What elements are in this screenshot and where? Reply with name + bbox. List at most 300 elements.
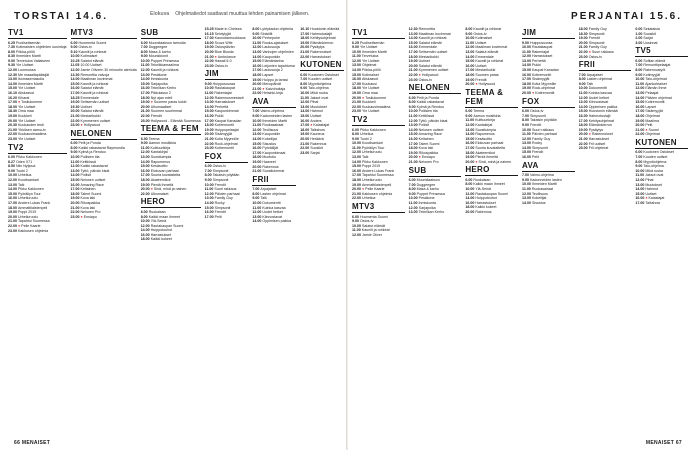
program-time: 21.00 [300, 141, 311, 146]
program-title: Pelit [532, 155, 540, 160]
program-time: 20.00 [252, 82, 263, 87]
program-time: 6.00 [300, 72, 309, 77]
program-title: Poliisien tila [418, 109, 438, 114]
program-title: Muumilaakson [416, 178, 440, 183]
schedule-columns [8, 27, 344, 436]
program-title: Yle Uutiset [18, 118, 36, 123]
program-listing [409, 78, 462, 83]
program-time: 20.00 [408, 63, 419, 68]
program-title: Pikku Kakkonen [16, 155, 42, 160]
program-title: Elämäntarina [262, 59, 284, 64]
program-title: Simpsonit [588, 40, 605, 45]
program-title: Sekalaisia [643, 27, 660, 31]
program-listing [8, 137, 67, 142]
program-title: Laulusuoja [262, 45, 280, 50]
program-title: Kauniit ja rohkeat [473, 27, 502, 31]
program-title: Kantakirjat [150, 150, 168, 155]
program-time: 6.00 [408, 178, 417, 183]
program-time: 7.30 [8, 45, 16, 50]
program-time: 19.00 [635, 118, 646, 123]
program-time: 10.00 [352, 141, 362, 146]
program-title: Kaupunkiin [262, 54, 281, 59]
program-time: 21.00 [408, 68, 419, 73]
program-title: Scuzz Wife [214, 40, 233, 45]
program-time: 14.00 [70, 77, 81, 82]
schedule-column [409, 27, 462, 436]
program-time: 23.00 [408, 77, 419, 82]
program-title: Ohjelmat [362, 63, 377, 68]
channel-heading: FOX [205, 152, 249, 163]
program-time: 12.00 [8, 178, 18, 183]
program-time: 22.00 [204, 141, 215, 146]
program-title: Nelonen Pro [418, 159, 439, 164]
program-time: 16.00 [8, 196, 18, 201]
program-time: 17.00 [635, 109, 646, 114]
program-time: 19.30 [70, 104, 81, 109]
program-time: 17.00 [352, 81, 362, 86]
program-time: 11.00 [70, 159, 81, 164]
program-title: Suuri rakkaus [532, 127, 554, 132]
program-title: Dokumentti [588, 86, 607, 91]
program-time: 15.00 [408, 132, 419, 137]
program-time: 8.00 [522, 118, 531, 123]
program-title: Muotoilu [262, 155, 277, 160]
program-title: Masa & karhu [148, 49, 171, 54]
program-listing [465, 82, 518, 87]
program-time: 12.00 [70, 164, 81, 169]
program-title: Frendit [588, 36, 600, 41]
program-title: Ruokasairaat [531, 186, 553, 191]
program-title: Salatut elämät [80, 109, 104, 114]
program-time: 14.00 [252, 136, 263, 141]
program-title: Oden X71 [16, 159, 33, 164]
program-title: Ostos-tv [530, 109, 544, 114]
program-title: Rakennustyöt [643, 68, 666, 73]
program-time: 16.10 [8, 91, 18, 96]
program-title: Yle Uutiset [18, 86, 36, 91]
program-title: Tuubi 2 [360, 136, 372, 141]
program-title: Talk [18, 182, 25, 187]
program-title: Puoliseitsemän [16, 40, 41, 45]
program-time: 16.00 [140, 168, 151, 173]
program-time: 8.00 [352, 132, 360, 137]
program-time: 15.00 [300, 114, 311, 118]
program-time: 14.00 [140, 77, 151, 82]
program-time: 15.00 [140, 81, 151, 86]
program-title: Pysäytys [588, 127, 604, 132]
program-title: Ruokaisan [148, 209, 166, 214]
program-time: 15.00 [352, 164, 362, 169]
program-title: Anders [310, 118, 322, 123]
program-time: 7.00 [204, 168, 213, 173]
program-title: Ajankohtaiset [645, 81, 667, 86]
program-title: Pelit [645, 123, 653, 128]
channel-heading: KUTONEN [635, 138, 688, 149]
program-time: 10.00 [204, 182, 215, 187]
program-time: 18.00 [408, 54, 419, 59]
channel-heading: MTV3 [352, 202, 405, 213]
program-title: Kehitysohjelmat [310, 36, 336, 41]
program-time: 12.00 [204, 95, 215, 100]
program-time: 10.00 [408, 109, 419, 114]
program-title: Mikä ruoka [310, 91, 328, 96]
program-title: Kauniit ja rohkeat [150, 68, 179, 73]
program-title: Takaisin pöytään [212, 173, 240, 178]
program-title: Pieniä ihmeitä [475, 155, 498, 160]
program-time: 14.00 [522, 63, 533, 68]
program-title: Teollisuus [532, 191, 548, 196]
program-time: 13.00 [252, 132, 263, 137]
program-time: 11.00 [578, 91, 589, 96]
program-time: 16.20 [8, 95, 18, 100]
program-title: Sinisiilit [260, 31, 273, 36]
program-title: Helsinki-kirja [262, 91, 283, 96]
program-title: Ulkomaiset [150, 191, 169, 196]
program-title: Nelosen uutiset [80, 178, 106, 183]
program-title: Lyhtykadun ohjelmia [260, 27, 294, 31]
program-title: Kaikki rakastavat Raymondia [78, 145, 125, 150]
program-time: 20.00 [635, 123, 646, 128]
program-time: 12.00 [522, 191, 533, 196]
program-title: Talk [362, 155, 369, 160]
program-title: Rautakaupat [214, 86, 236, 91]
program-listing [252, 219, 296, 224]
film-marker: ● [588, 49, 592, 54]
program-time: 13.00 [635, 91, 646, 96]
program-time: 6.00 [635, 58, 644, 63]
program-time: 9.00 [204, 81, 213, 86]
program-title: Tervetuloa [361, 54, 379, 59]
program-time: 8.00 [635, 68, 644, 73]
program-title: Frendit [214, 210, 226, 215]
program-time: 21.00 [8, 127, 18, 132]
program-title: Pelle Kaarle [365, 187, 385, 192]
program-time: 23.00 [70, 123, 81, 128]
program-time: 17.00 [252, 150, 263, 155]
program-time: 18.00 [408, 146, 419, 151]
program-time: 20.00 [8, 214, 18, 219]
program-time: 18.00 [300, 127, 311, 132]
program-time: 7.00 [252, 187, 261, 192]
program-time: 10.00 [140, 219, 151, 224]
program-title: Kesäsoitto [475, 136, 493, 141]
program-time: 13.00 [204, 100, 215, 105]
program-title: Urheiluruutu [18, 196, 38, 201]
program-title: Huippupelaajat [214, 127, 239, 132]
program-title: Sinä, minä ja nainen [153, 187, 187, 192]
program-title: Ihmiskunta [418, 201, 436, 205]
program-time: 7.00 [140, 45, 149, 50]
program-title: Ihmiskunta [150, 77, 169, 82]
program-title: Teollisuus [262, 127, 279, 132]
legend-tag: Elokuva [150, 11, 170, 17]
program-title: Ruokasairaat [262, 123, 284, 128]
program-time: 8.00 [465, 27, 474, 31]
program-time: 13.00 [578, 100, 589, 105]
program-title: Aamun musiikkia [148, 141, 176, 146]
program-time: 17.00 [408, 49, 419, 54]
program-time: 10.00 [252, 118, 263, 123]
program-title: Simpsonit [532, 145, 548, 150]
page-footer: 66 MENAISET [14, 440, 51, 446]
program-title: Pyöräilijät [262, 146, 279, 151]
program-listing [352, 109, 405, 114]
program-title: Rakennukset [310, 49, 332, 54]
program-title: Kuukkeli [362, 100, 376, 105]
program-time: 16.00 [140, 86, 151, 91]
program-title: Kauniit ja rohkeat [78, 49, 107, 54]
program-title: Urheilua [18, 173, 32, 178]
program-time: 21.00 [8, 219, 18, 224]
channel-heading: JIM [522, 28, 575, 39]
program-listing [141, 119, 201, 124]
program-title: Remonttipelaajat [643, 63, 671, 68]
program-time: 16.00 [635, 196, 646, 201]
program-time: 18.00 [522, 81, 533, 86]
program-time: 17.00 [522, 77, 533, 82]
program-time: 14.00 [140, 159, 151, 164]
program-title: Kuukausi [362, 81, 377, 86]
program-title: Pihat [310, 100, 319, 105]
program-time: 21.00 [300, 49, 311, 54]
program-listing [579, 55, 632, 60]
program-title: Kotimaiset [362, 72, 379, 77]
program-title: Kauniit ja rohkeat [80, 91, 109, 96]
program-time: 21.00 [204, 54, 215, 59]
program-title: Frendit [150, 114, 162, 118]
program-title: Yle Uutiset [360, 45, 378, 50]
program-title: Kalastajat [313, 123, 330, 128]
channel-heading: HERO [465, 165, 518, 176]
program-time: 21.00 [204, 136, 215, 141]
program-time: 18.00 [8, 104, 18, 109]
program-time: 12.00 [352, 58, 362, 63]
channel-heading: SUB [409, 166, 462, 177]
program-title: Haaveet [262, 159, 276, 164]
program-title: Made in Chelsea [214, 27, 242, 31]
program-time: 9.00 [352, 45, 360, 50]
program-time: 2.00 [635, 36, 644, 41]
program-time: 20.00 [465, 159, 476, 164]
program-title: Poliisit [418, 123, 430, 128]
program-title: Talkshow [645, 201, 661, 205]
legend-text: Ohjelmatiedot saattavat muuttua lehden painamisen jälkeen. [175, 11, 310, 17]
program-title: Ostos-tv [212, 164, 227, 169]
program-time: 13.00 [465, 127, 476, 132]
program-listing [635, 132, 688, 137]
program-title: Mounkkionit [148, 54, 168, 59]
program-time: 13.00 [352, 63, 362, 68]
program-title: Ostos-tv [588, 54, 603, 59]
program-title: Ensiapu [83, 214, 97, 219]
program-time: 17.00 [408, 141, 419, 146]
program-time: 16.00 [352, 168, 362, 173]
program-time: 11.00 [522, 132, 532, 137]
program-title: Kokeilijat [532, 196, 547, 201]
program-time: 12.00 [635, 86, 646, 91]
program-time: 21.00 [578, 136, 589, 141]
program-title: Uutiset [645, 191, 657, 196]
program-time: 15.00 [465, 136, 476, 141]
program-time: 8.00 [70, 145, 79, 150]
program-title: Talkshow [310, 127, 325, 132]
film-marker: ● [362, 95, 366, 100]
program-time: 8.00 [8, 49, 16, 54]
program-time: 15.00 [408, 40, 419, 45]
program-title: Kakkosen ohjelmia [18, 228, 49, 233]
program-title: Kauniit ja rohkeat [361, 228, 390, 233]
program-title: Kaivohoitaja [265, 86, 286, 91]
program-title: Elokuvan parhaat [150, 168, 179, 173]
program-title: Poliisit [80, 173, 91, 178]
program-time: 10.00 [252, 201, 263, 205]
program-time: 15.00 [252, 59, 263, 64]
film-marker: ● [150, 100, 154, 105]
program-title: Hahmotuslajit [588, 114, 611, 118]
program-time: 10.00 [522, 182, 533, 187]
program-time: 6.25 [352, 40, 360, 45]
program-time: 9.00 [352, 219, 360, 224]
program-time: 12.00 [635, 178, 646, 183]
program-time: 20.00 [300, 45, 311, 50]
program-title: Urheiluruutu [18, 214, 38, 219]
program-title: Hahmot [645, 187, 658, 192]
program-time: 12.00 [70, 68, 81, 73]
program-time: 11.00 [252, 123, 263, 128]
program-time: 6.00 [352, 127, 360, 132]
program-title: Oppimisen paikka [262, 219, 291, 224]
program-time: 10.00 [578, 86, 589, 91]
program-time: 8.00 [140, 49, 149, 54]
program-time: 16.00 [522, 155, 533, 160]
schedule-column [352, 27, 405, 436]
program-title: Frendit [475, 77, 487, 82]
program-title: Yle Uutiset [362, 58, 380, 63]
program-time: 19.00 [300, 40, 311, 45]
program-time: 13.00 [408, 123, 419, 128]
program-title: Kaupat Kanadan [532, 68, 559, 73]
program-title: Kymmenen uutiset [80, 118, 111, 123]
program-title: Talo-ohjelma [308, 86, 329, 91]
program-title: Houstonin elämää [310, 27, 340, 31]
program-time: 15.00 [352, 72, 362, 77]
program-title: Ihmeiden Martti [262, 118, 288, 123]
program-title: Pökka-pöllö [16, 49, 35, 54]
page-date-heading: PERJANTAI 15.6. [571, 11, 682, 22]
program-time: 6.00 [140, 209, 149, 214]
program-time: 9.00 [522, 122, 531, 127]
program-listing [205, 64, 249, 69]
program-time: 8.30 [8, 54, 16, 59]
program-title: Maailman kovimmat [418, 31, 451, 36]
program-title: Talk [260, 196, 267, 201]
program-time: 22.00 [578, 141, 589, 146]
program-title: Ulkomaaliset [150, 104, 172, 109]
program-time: 14.00 [578, 104, 589, 109]
program-title: Kuukausimaailma [18, 132, 47, 137]
program-time: 8.50 [8, 164, 16, 169]
program-title: Ensiapu [421, 155, 435, 160]
program-time: 20.00 [578, 132, 589, 137]
program-title: Suuri rakkaus [591, 49, 614, 54]
program-title: Puppet Prinsessa [150, 58, 179, 63]
program-time: 11.00 [300, 95, 311, 100]
program-time: 22.00 [70, 210, 81, 215]
program-title: Akateemikot [150, 178, 171, 183]
program-time: 14.00 [70, 173, 81, 178]
program-title: Kotimyyjät [643, 72, 660, 77]
program-time: 12.00 [522, 54, 533, 59]
program-title: Pikku Kakkonen [360, 127, 386, 132]
program-title: Huippusuoraa [530, 40, 553, 45]
program-time: 19.00 [352, 182, 362, 187]
program-title: Urheiluruutu [362, 178, 382, 183]
schedule-column [205, 27, 249, 436]
program-title: Oma maa [18, 109, 34, 114]
program-time: 17.00 [252, 68, 263, 73]
program-title: Kantakirjat [475, 123, 493, 127]
program-title: Pysäytys [310, 45, 325, 50]
program-time: 12.30 [408, 27, 419, 31]
program-title: Kauneus [310, 132, 325, 137]
program-time: 17.00 [8, 201, 18, 205]
program-listing [141, 237, 201, 242]
program-title: Ostos-tv [360, 219, 374, 224]
program-time: 12.00 [140, 150, 151, 155]
program-time: 17.00 [352, 173, 362, 178]
program-time: 22.00 [300, 54, 311, 59]
program-title: Suuria kuvataiteita [150, 173, 181, 178]
program-title: Me maaaltapääsijät [18, 72, 50, 77]
program-time: 12.00 [578, 95, 589, 100]
program-title: Kuinka kasvaa [588, 91, 612, 96]
program-title: Talent Suomi [418, 141, 440, 146]
program-time: 16.00 [465, 141, 476, 146]
program-title: Leijonien tapahtuma [262, 63, 295, 68]
program-time: 12.00 [8, 68, 18, 73]
program-time: 8.00 [204, 173, 213, 178]
program-time: 13.00 [300, 104, 311, 109]
program-title: Harrastukset [150, 232, 172, 237]
program-listing [522, 91, 575, 96]
program-time: 20.00 [352, 187, 362, 192]
program-title: Maailma [645, 118, 659, 123]
channel-heading: FRII [252, 175, 296, 186]
program-time: 20.00 [578, 40, 589, 45]
program-title: Uutiset [475, 63, 487, 68]
program-time: 13.00 [252, 49, 263, 54]
program-time: 14.00 [252, 219, 263, 224]
schedule-column [579, 27, 632, 436]
program-time: 11.00 [252, 40, 263, 45]
program-time: 13.00 [8, 182, 18, 187]
program-title: Nelonen Pro [80, 210, 101, 215]
program-time: 13.00 [408, 210, 419, 215]
program-time: 9.10 [70, 49, 79, 54]
program-time: 16.00 [635, 104, 646, 109]
program-title: Kaikki kokeet [150, 237, 172, 242]
program-time: 8.00 [635, 159, 644, 164]
program-title: Kauniit ja rohkeat [80, 81, 109, 86]
program-title: Kotimaisten ohjelmien uusintoja [16, 45, 67, 50]
program-time: 21.00 [252, 86, 263, 91]
program-title: Talo-ohjelmat [645, 77, 667, 82]
program-title: Harrastukset [310, 54, 331, 59]
program-time: 16.00 [522, 72, 533, 77]
program-title: Salatut elämät [80, 86, 104, 91]
program-title: Suosikit [310, 146, 323, 151]
program-title: Rock-ohjelmat [532, 86, 555, 91]
